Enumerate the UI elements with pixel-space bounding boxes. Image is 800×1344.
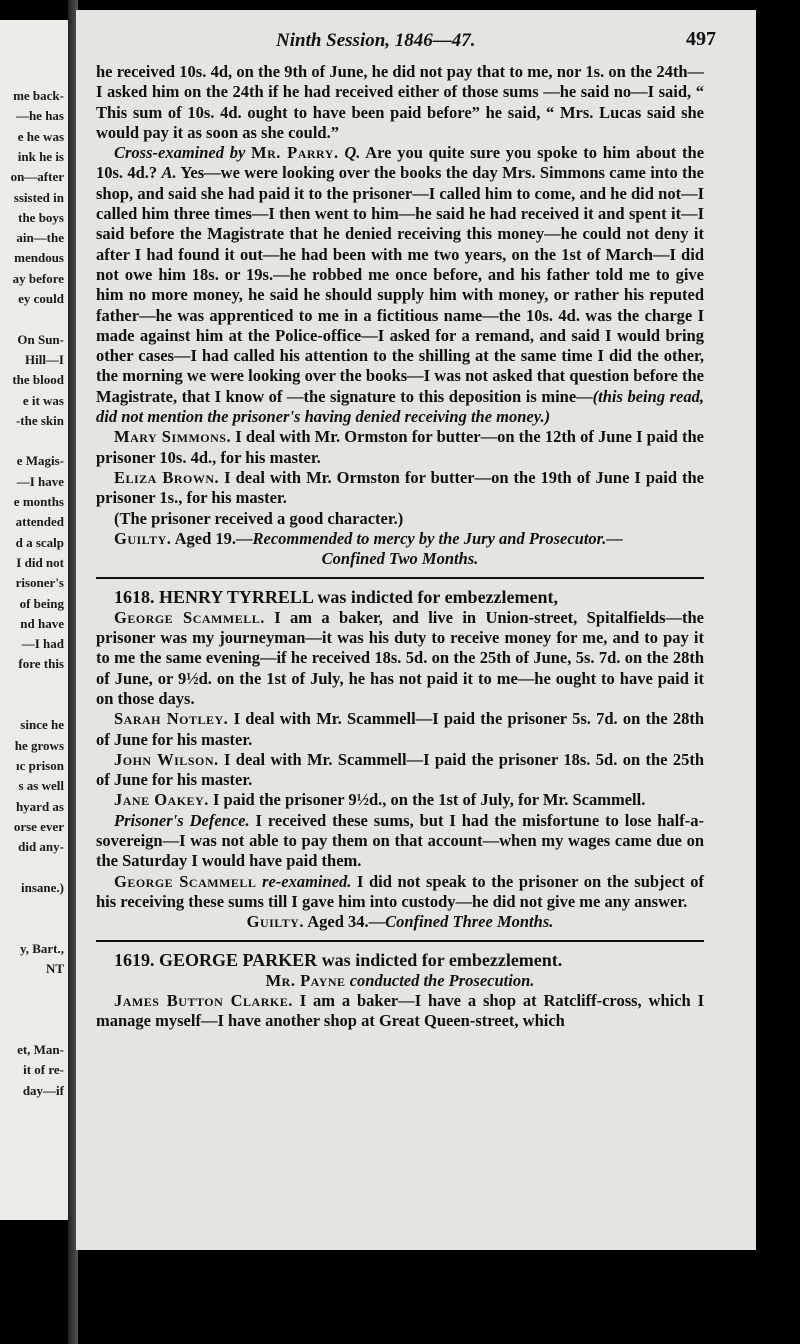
facing-page-line: On Sun- — [17, 331, 64, 347]
facing-page-line: the boys — [18, 209, 64, 225]
facing-page-line: day—if — [22, 1082, 64, 1098]
paragraph: George Scammell re-examined. I did not speak to the prisoner on the subject of his receiving these sums till I gave him into custody—he did not give me any answer. — [96, 871, 705, 911]
body-text — [96, 62, 704, 1032]
facing-page-line: insane.) — [21, 879, 64, 895]
facing-page-line: of being — [19, 595, 64, 611]
facing-page-line: attended — [15, 514, 64, 530]
sentence: Confined Two Months. — [321, 549, 479, 569]
facing-page-line: nd have — [20, 615, 64, 631]
facing-page-line: —I had — [21, 636, 64, 652]
case-heading: 1619. GEORGE PARKER was indicted for embezzlement. — [114, 950, 563, 971]
facing-page-line: hyard as — [15, 798, 64, 814]
divider — [96, 577, 704, 579]
facing-page-line: e Magis- — [16, 453, 64, 469]
facing-page-line: ssisted in — [13, 189, 64, 205]
facing-page-line: NT — [45, 960, 64, 976]
facing-page-line: y, Bart., — [19, 940, 64, 956]
facing-page-line: -the skin — [15, 412, 64, 428]
paragraph: Cross-examined by Mr. Parry. Q. Are you quite sure you spoke to him about the 10s. 4d.? A. Yes—we were looking over the books the day Mrs. Simmons came into the shop, and said she had paid it to the prisoner—I called him to come, and he did not—I called him three times—I then went to him—he said he had received it and spent it—I said before the Magistrate that he denied receiving this money—he could not deny it after I had found it out—he had been with me two years, on the 1st of March—I did not owe him 18s. or 19s.—he robbed me once before, and his father told me to give him no more money, he said he should supply him with money, or rather his reputed father—he was apprenticed to me in a fictitious name—the 10s. 4d. was the charge I made against him at the Police-office—I asked for a remand, and said I would bring other cases—I had called his attention to the shilling at the same time I did the other, the morning we were looking over the books—I was not asked that question before the Magistrate, that I know of —the signature to this deposition is mine—(this being read, did not mention the prisoner's having denied receiving the money.) — [96, 143, 705, 427]
book-page — [76, 10, 756, 1250]
paragraph: (The prisoner received a good character.) — [114, 508, 404, 528]
paragraph: Eliza Brown. I deal with Mr. Ormston for butter—on the 19th of June I paid the prisoner 1s., for his master. — [96, 467, 705, 508]
facing-page-line: he grows — [14, 737, 64, 753]
facing-page-line: e it was — [22, 392, 64, 408]
running-head — [76, 28, 756, 54]
facing-page-line: s as well — [18, 778, 64, 794]
facing-page-line: me back- — [13, 88, 64, 103]
facing-page-line: the blood — [12, 372, 64, 388]
divider — [96, 940, 704, 942]
facing-page-line: fore this — [18, 656, 64, 672]
facing-page-line: ey could — [18, 291, 64, 306]
facing-page-line: risoner's — [15, 575, 64, 591]
paragraph: George Scammell. I am a baker, and live in Union-street, Spitalfields—the prisoner was my journeyman—it was his duty to receive money for me, and to pay it to me the same evening—if he received 18s. 5d. on the 25th of June, 5s. 7d. on the 28th of June, or 9½d. on the 1st of July, he has not paid it to me—he ought to have paid it on those days. — [96, 607, 704, 708]
facing-page-line: I did not — [16, 554, 64, 570]
facing-page-line: since he — [20, 717, 64, 733]
page-number: 497 — [686, 28, 716, 50]
paragraph: Jane Oakey. I paid the prisoner 9½d., on the 1st of July, for Mr. Scammell. — [114, 790, 646, 810]
facing-page-line: e he was — [17, 128, 64, 144]
verdict: Guilty. Aged 19.—Recommended to mercy by the Jury and Prosecutor.— — [114, 528, 623, 548]
paragraph: he received 10s. 4d, on the 9th of June, he did not pay that to me, nor 1s. on the 24th—I asked him on the 24th if he had received either of those sums —he said no—I said, “ This sum of 10s. 4d. ought to have been paid before” he said, “ Mrs. Lucas said she would pay it as soon as she could.” — [96, 62, 704, 142]
paragraph: John Wilson. I deal with Mr. Scammell—I paid the prisoner 18s. 5d. on the 25th of June for his master. — [96, 749, 704, 790]
facing-page-line: —he has — [15, 108, 64, 124]
paragraph: James Button Clarke. I am a baker—I have a shop at Ratcliff-cross, which I manage myself—I have another shop at Great Queen-street, which — [96, 991, 705, 1031]
paragraph: Mary Simmons. I deal with Mr. Ormston for butter—on the 12th of June I paid the prisoner 10s. 4d., for his master. — [96, 427, 705, 467]
paragraph: Sarah Notley. I deal with Mr. Scammell—I paid the prisoner 5s. 7d. on the 28th of June for his master. — [96, 709, 704, 749]
facing-page-line: mendous — [14, 250, 64, 266]
session-title: Ninth Session, 1846—47. — [276, 30, 476, 51]
prosecution-note: Mr. Payne conducted the Prosecution. — [265, 970, 535, 990]
facing-page-line: ay before — [12, 270, 64, 286]
facing-page-line: Hill—I — [24, 351, 64, 367]
facing-page-line: et, Man- — [17, 1042, 64, 1058]
facing-page-line: on—after — [10, 169, 64, 185]
facing-page-line: ıc prison — [15, 757, 64, 773]
facing-page-line: it of re- — [23, 1062, 64, 1078]
case-heading: 1618. HENRY TYRRELL was indicted for embezzlement, — [114, 587, 559, 608]
facing-page-line: e months — [13, 494, 64, 509]
facing-page-line: —I have — [16, 473, 64, 489]
facing-page-fragment — [0, 20, 70, 1220]
facing-page-line: d a scalp — [15, 534, 64, 550]
facing-page-line: orse ever — [13, 818, 64, 834]
verdict: Guilty. Aged 34.—Confined Three Months. — [246, 912, 554, 932]
paragraph: Prisoner's Defence. I received these sums, but I had the misfortune to lose half-a-sovereign—I was not able to pay them on that account—when my wages came due on the Saturday I would have paid them. — [96, 810, 704, 871]
facing-page-line: did any- — [18, 839, 64, 855]
facing-page-line: ink he is — [17, 148, 64, 164]
facing-page-line: ain—the — [16, 230, 64, 246]
